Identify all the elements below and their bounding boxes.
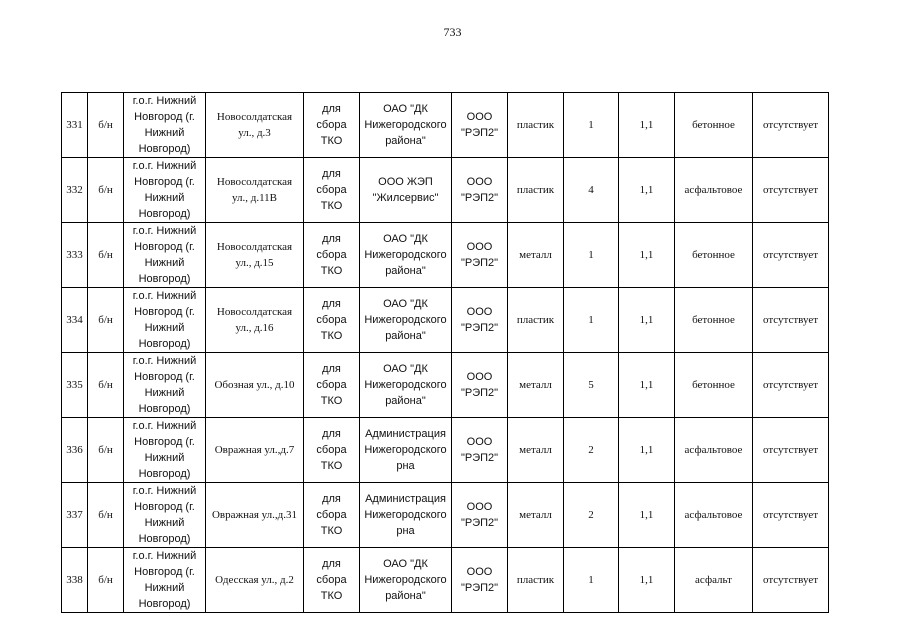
purpose-cell: для сбора ТКО bbox=[304, 353, 360, 418]
no-number-cell: б/н bbox=[88, 548, 124, 613]
surface-type-cell: бетонное bbox=[675, 353, 753, 418]
address-cell: Новосолдатская ул., д.3 bbox=[206, 93, 304, 158]
container-volume-cell: 1,1 bbox=[619, 288, 675, 353]
no-number-cell: б/н bbox=[88, 93, 124, 158]
row-number-cell: 331 bbox=[62, 93, 88, 158]
purpose-cell: для сбора ТКО bbox=[304, 223, 360, 288]
purpose-cell: для сбора ТКО bbox=[304, 483, 360, 548]
table-row bbox=[62, 548, 829, 613]
fence-cell: отсутствует bbox=[753, 418, 829, 483]
district-cell: г.о.г. Нижний Новгород (г. Нижний Новгород) bbox=[124, 353, 206, 418]
address-cell: Новосолдатская ул., д.11В bbox=[206, 158, 304, 223]
container-material-cell: металл bbox=[508, 353, 564, 418]
no-number-cell: б/н bbox=[88, 483, 124, 548]
row-number-cell: 332 bbox=[62, 158, 88, 223]
address-cell: Одесская ул., д.2 bbox=[206, 548, 304, 613]
no-number-cell: б/н bbox=[88, 158, 124, 223]
container-volume-cell: 1,1 bbox=[619, 548, 675, 613]
owner-cell: ОАО "ДК Нижегородского района" bbox=[360, 288, 452, 353]
service-company-cell: ООО "РЭП2" bbox=[452, 158, 508, 223]
district-cell: г.о.г. Нижний Новгород (г. Нижний Новгород) bbox=[124, 93, 206, 158]
row-number-cell: 333 bbox=[62, 223, 88, 288]
surface-type-cell: асфальтовое bbox=[675, 418, 753, 483]
owner-cell: ОАО "ДК Нижегородского района" bbox=[360, 548, 452, 613]
purpose-cell: для сбора ТКО bbox=[304, 93, 360, 158]
fence-cell: отсутствует bbox=[753, 483, 829, 548]
container-count-cell: 2 bbox=[564, 483, 619, 548]
table-row bbox=[62, 93, 829, 158]
address-cell: Новосолдатская ул., д.16 bbox=[206, 288, 304, 353]
service-company-cell: ООО "РЭП2" bbox=[452, 483, 508, 548]
container-volume-cell: 1,1 bbox=[619, 418, 675, 483]
container-count-cell: 1 bbox=[564, 548, 619, 613]
container-volume-cell: 1,1 bbox=[619, 353, 675, 418]
purpose-cell: для сбора ТКО bbox=[304, 288, 360, 353]
district-cell: г.о.г. Нижний Новгород (г. Нижний Новгород) bbox=[124, 483, 206, 548]
row-number-cell: 338 bbox=[62, 548, 88, 613]
no-number-cell: б/н bbox=[88, 223, 124, 288]
purpose-cell: для сбора ТКО bbox=[304, 418, 360, 483]
container-count-cell: 1 bbox=[564, 93, 619, 158]
address-cell: Овражная ул.,д.31 bbox=[206, 483, 304, 548]
fence-cell: отсутствует bbox=[753, 93, 829, 158]
service-company-cell: ООО "РЭП2" bbox=[452, 548, 508, 613]
service-company-cell: ООО "РЭП2" bbox=[452, 353, 508, 418]
address-cell: Обозная ул., д.10 bbox=[206, 353, 304, 418]
row-number-cell: 337 bbox=[62, 483, 88, 548]
surface-type-cell: бетонное bbox=[675, 288, 753, 353]
owner-cell: ОАО "ДК Нижегородского района" bbox=[360, 353, 452, 418]
owner-cell: ОАО "ДК Нижегородского района" bbox=[360, 223, 452, 288]
service-company-cell: ООО "РЭП2" bbox=[452, 288, 508, 353]
table-row bbox=[62, 483, 829, 548]
no-number-cell: б/н bbox=[88, 288, 124, 353]
container-material-cell: пластик bbox=[508, 288, 564, 353]
page-number: 733 bbox=[443, 25, 462, 39]
container-material-cell: пластик bbox=[508, 93, 564, 158]
table-row bbox=[62, 223, 829, 288]
no-number-cell: б/н bbox=[88, 418, 124, 483]
surface-type-cell: асфальтовое bbox=[675, 158, 753, 223]
district-cell: г.о.г. Нижний Новгород (г. Нижний Новгород) bbox=[124, 288, 206, 353]
container-material-cell: пластик bbox=[508, 158, 564, 223]
container-count-cell: 2 bbox=[564, 418, 619, 483]
row-number-cell: 334 bbox=[62, 288, 88, 353]
owner-cell: ООО ЖЭП "Жилсервис" bbox=[360, 158, 452, 223]
container-volume-cell: 1,1 bbox=[619, 158, 675, 223]
fence-cell: отсутствует bbox=[753, 288, 829, 353]
owner-cell: Администрация Нижегородского рна bbox=[360, 483, 452, 548]
address-cell: Овражная ул.,д.7 bbox=[206, 418, 304, 483]
table-row bbox=[62, 158, 829, 223]
fence-cell: отсутствует bbox=[753, 353, 829, 418]
service-company-cell: ООО "РЭП2" bbox=[452, 418, 508, 483]
district-cell: г.о.г. Нижний Новгород (г. Нижний Новгород) bbox=[124, 158, 206, 223]
service-company-cell: ООО "РЭП2" bbox=[452, 223, 508, 288]
container-material-cell: металл bbox=[508, 483, 564, 548]
district-cell: г.о.г. Нижний Новгород (г. Нижний Новгород) bbox=[124, 418, 206, 483]
owner-cell: Администрация Нижегородского рна bbox=[360, 418, 452, 483]
owner-cell: ОАО "ДК Нижегородского района" bbox=[360, 93, 452, 158]
purpose-cell: для сбора ТКО bbox=[304, 548, 360, 613]
surface-type-cell: асфальт bbox=[675, 548, 753, 613]
surface-type-cell: бетонное bbox=[675, 223, 753, 288]
container-count-cell: 1 bbox=[564, 288, 619, 353]
container-volume-cell: 1,1 bbox=[619, 223, 675, 288]
district-cell: г.о.г. Нижний Новгород (г. Нижний Новгород) bbox=[124, 223, 206, 288]
container-count-cell: 5 bbox=[564, 353, 619, 418]
container-count-cell: 4 bbox=[564, 158, 619, 223]
table-body bbox=[62, 93, 829, 613]
service-company-cell: ООО "РЭП2" bbox=[452, 93, 508, 158]
container-material-cell: металл bbox=[508, 223, 564, 288]
fence-cell: отсутствует bbox=[753, 158, 829, 223]
fence-cell: отсутствует bbox=[753, 223, 829, 288]
container-volume-cell: 1,1 bbox=[619, 483, 675, 548]
fence-cell: отсутствует bbox=[753, 548, 829, 613]
container-material-cell: металл bbox=[508, 418, 564, 483]
table-row bbox=[62, 418, 829, 483]
container-count-cell: 1 bbox=[564, 223, 619, 288]
row-number-cell: 336 bbox=[62, 418, 88, 483]
container-material-cell: пластик bbox=[508, 548, 564, 613]
table-row bbox=[62, 288, 829, 353]
purpose-cell: для сбора ТКО bbox=[304, 158, 360, 223]
address-cell: Новосолдатская ул., д.15 bbox=[206, 223, 304, 288]
waste-sites-table bbox=[61, 92, 829, 613]
table-row bbox=[62, 353, 829, 418]
surface-type-cell: асфальтовое bbox=[675, 483, 753, 548]
district-cell: г.о.г. Нижний Новгород (г. Нижний Новгород) bbox=[124, 548, 206, 613]
row-number-cell: 335 bbox=[62, 353, 88, 418]
surface-type-cell: бетонное bbox=[675, 93, 753, 158]
container-volume-cell: 1,1 bbox=[619, 93, 675, 158]
no-number-cell: б/н bbox=[88, 353, 124, 418]
